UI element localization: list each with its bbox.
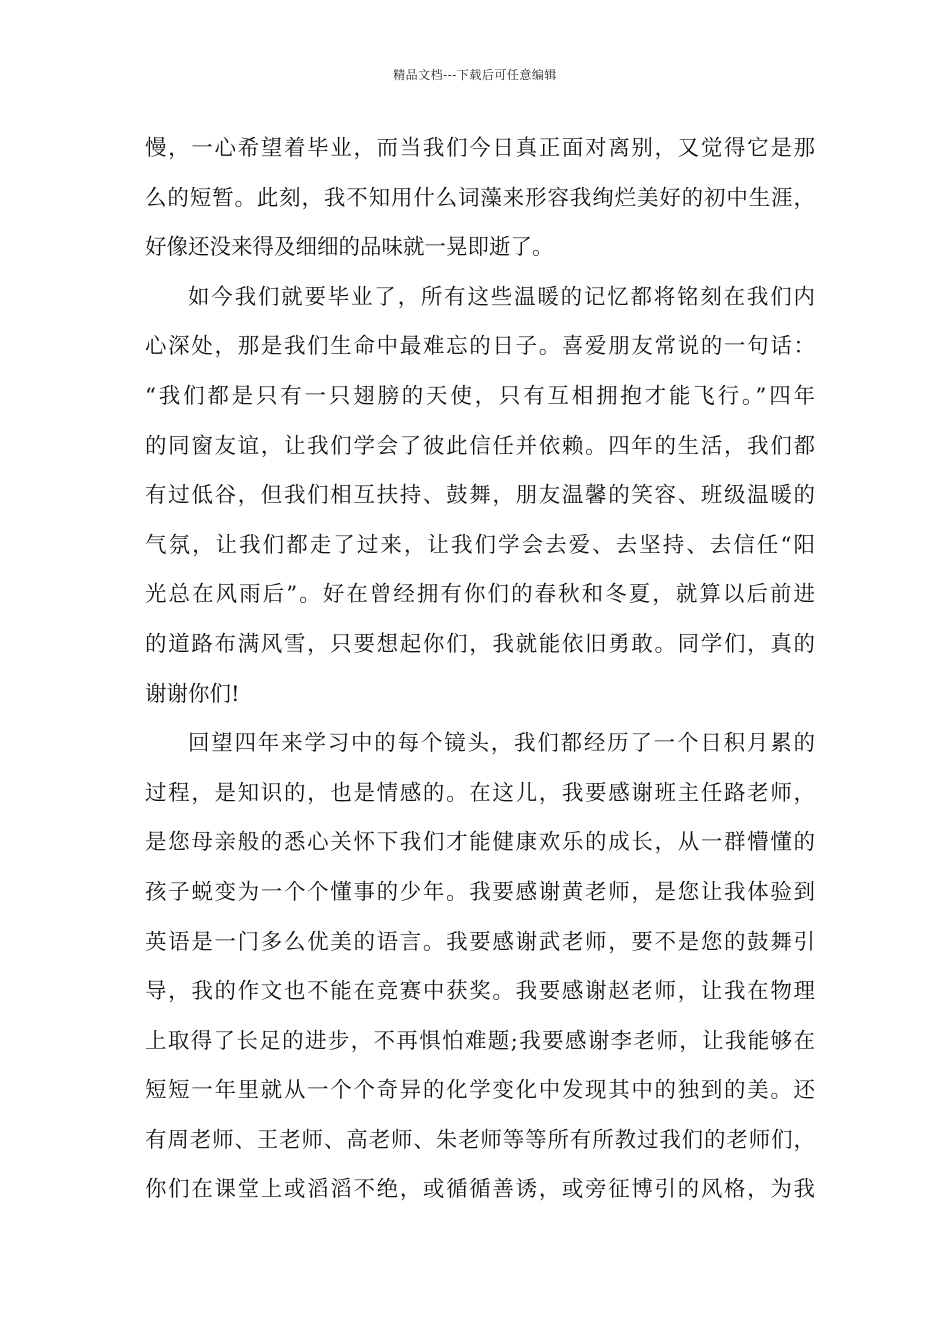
paragraph-start-line: 如今我们就要毕业了，所有这些温暖的记忆都将铭刻在我们内: [188, 284, 815, 310]
text-line: 有周老师、王老师、高老师、朱老师等等所有所教过我们的老师们，: [145, 1127, 815, 1153]
text-line: 气氛，让我们都走了过来，让我们学会去爱、去坚持、去信任“阳: [145, 532, 815, 558]
text-line: 有过低谷，但我们相互扶持、鼓舞，朋友温馨的笑容、班级温暖的: [145, 483, 815, 509]
text-line: 的道路布满风雪，只要想起你们，我就能依旧勇敢。同学们，真的: [145, 631, 815, 657]
text-line: 你们在课堂上或滔滔不绝，或循循善诱，或旁征博引的风格，为我: [145, 1177, 815, 1203]
text-line: 上取得了长足的进步，不再惧怕难题;我要感谢李老师，让我能够在: [145, 1028, 815, 1054]
text-line: 短短一年里就从一个个奇异的化学变化中发现其中的独到的美。还: [145, 1078, 815, 1104]
text-line: 光总在风雨后”。好在曾经拥有你们的春秋和冬夏，就算以后前进: [145, 582, 815, 608]
text-line: 谢谢你们!: [145, 681, 240, 707]
text-line: “我们都是只有一只翅膀的天使，只有互相拥抱才能飞行。”四年: [145, 383, 815, 409]
text-line: 么的短暂。此刻，我不知用什么词藻来形容我绚烂美好的初中生涯，: [145, 185, 815, 211]
text-line: 的同窗友谊，让我们学会了彼此信任并依赖。四年的生活，我们都: [145, 433, 815, 459]
text-line: 孩子蜕变为一个个懂事的少年。我要感谢黄老师，是您让我体验到: [145, 879, 815, 905]
text-line: 心深处，那是我们生命中最难忘的日子。喜爱朋友常说的一句话：: [145, 334, 815, 360]
text-line: 过程，是知识的，也是情感的。在这儿，我要感谢班主任路老师，: [145, 780, 815, 806]
paragraph-start-line: 回望四年来学习中的每个镜头，我们都经历了一个日积月累的: [188, 731, 815, 757]
text-line: 英语是一门多么优美的语言。我要感谢武老师，要不是您的鼓舞引: [145, 929, 815, 955]
text-line: 导，我的作文也不能在竞赛中获奖。我要感谢赵老师，让我在物理: [145, 979, 815, 1005]
page-header: 精品文档---下载后可任意编辑: [393, 68, 557, 82]
text-line: 好像还没来得及细细的品味就一晃即逝了。: [145, 235, 554, 261]
document-body: [145, 124, 815, 1215]
text-line: 慢，一心希望着毕业，而当我们今日真正面对离别，又觉得它是那: [145, 136, 815, 161]
text-line: 是您母亲般的悉心关怀下我们才能健康欢乐的成长，从一群懵懂的: [145, 830, 815, 856]
